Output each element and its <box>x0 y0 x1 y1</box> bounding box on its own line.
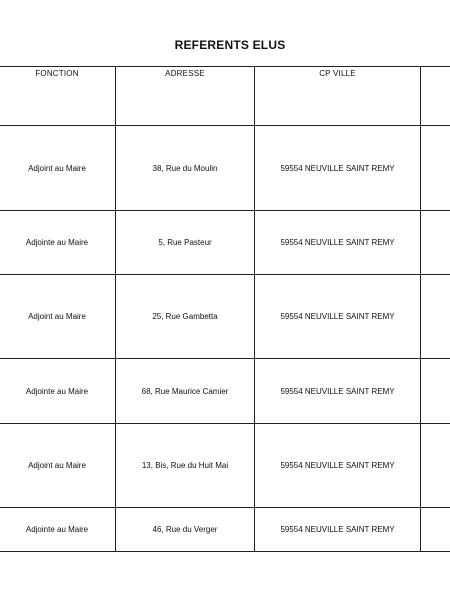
cell-cp-ville: 59554 NEUVILLE SAINT REMY <box>255 359 421 424</box>
cell-fonction: Adjoint au Maire <box>0 275 116 359</box>
table-header-row <box>0 67 450 126</box>
cell-adresse: 25, Rue Gambetta <box>116 275 255 359</box>
table-row <box>0 275 450 359</box>
cell-adresse: 38, Rue du Moulin <box>116 126 255 211</box>
cell-cp-ville: 59554 NEUVILLE SAINT REMY <box>255 508 421 552</box>
cell-extra <box>421 508 450 552</box>
table-row <box>0 211 450 275</box>
cell-extra <box>421 211 450 275</box>
column-header-fonction: FONCTION <box>0 67 116 126</box>
cell-cp-ville: 59554 NEUVILLE SAINT REMY <box>255 211 421 275</box>
cell-extra <box>421 275 450 359</box>
cell-adresse: 5, Rue Pasteur <box>116 211 255 275</box>
page-title: REFERENTS ELUS <box>174 38 286 52</box>
column-header-adresse: ADRESSE <box>116 67 255 126</box>
cell-extra <box>421 126 450 211</box>
cell-fonction: Adjointe au Maire <box>0 359 116 424</box>
referents-table-container <box>0 66 450 552</box>
cell-adresse: 13, Bis, Rue du Huit Mai <box>116 424 255 508</box>
cell-cp-ville: 59554 NEUVILLE SAINT REMY <box>255 126 421 211</box>
cell-extra <box>421 424 450 508</box>
referents-table <box>0 66 450 552</box>
column-header-extra <box>421 67 450 126</box>
cell-cp-ville: 59554 NEUVILLE SAINT REMY <box>255 424 421 508</box>
cell-adresse: 68, Rue Maurice Camier <box>116 359 255 424</box>
cell-adresse: 46, Rue du Verger <box>116 508 255 552</box>
table-row <box>0 424 450 508</box>
cell-fonction: Adjointe au Maire <box>0 508 116 552</box>
cell-fonction: Adjoint au Maire <box>0 424 116 508</box>
table-row <box>0 359 450 424</box>
cell-fonction: Adjoint au Maire <box>0 126 116 211</box>
cell-cp-ville: 59554 NEUVILLE SAINT REMY <box>255 275 421 359</box>
cell-extra <box>421 359 450 424</box>
column-header-cp-ville: CP VILLE <box>255 67 421 126</box>
table-row <box>0 126 450 211</box>
cell-fonction: Adjointe au Maire <box>0 211 116 275</box>
table-row <box>0 508 450 552</box>
